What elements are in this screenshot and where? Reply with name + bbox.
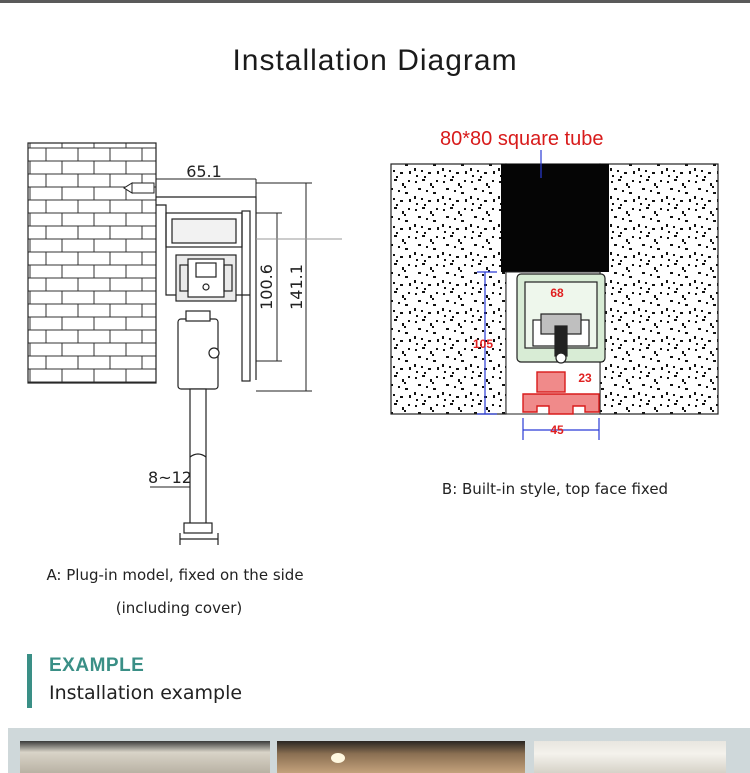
dimension-8-12-label: 8~12 [148, 468, 192, 487]
diagram-b-built-in-style [385, 150, 730, 445]
ceiling-light-icon [331, 753, 345, 763]
square-tube [501, 164, 609, 272]
example-subheading: Installation example [49, 682, 243, 704]
dimension-65-1 [156, 179, 256, 197]
dimension-141-1-label: 141.1 [287, 264, 306, 310]
installation-photo-2 [277, 741, 525, 773]
caption-b: B: Built-in style, top face fixed [441, 480, 669, 498]
dimension-23-label: 23 [578, 371, 592, 385]
diagram-a-plug-in-model [20, 135, 350, 550]
hanger-and-door-leaf [178, 311, 219, 545]
caption-a-line2: (including cover) [115, 599, 243, 617]
brick-wall [28, 143, 156, 383]
dimension-100-6-label: 100.6 [257, 264, 276, 310]
installation-photo-strip [8, 728, 750, 773]
square-tube-label: 80*80 square tube [440, 128, 604, 150]
dimension-65-1-label: 65.1 [186, 162, 222, 181]
installation-photo-3 [534, 741, 726, 773]
caption-a-line1: A: Plug-in model, fixed on the side [46, 566, 304, 584]
dimension-68-label: 68 [550, 286, 564, 300]
page-title: Installation Diagram [232, 44, 518, 77]
example-accent-bar [27, 654, 32, 708]
dimension-105-label: 105 [472, 337, 494, 351]
top-divider [0, 0, 750, 3]
installation-photo-1 [20, 741, 270, 773]
example-heading: EXAMPLE [49, 655, 145, 676]
dimension-45-label: 45 [550, 423, 564, 437]
